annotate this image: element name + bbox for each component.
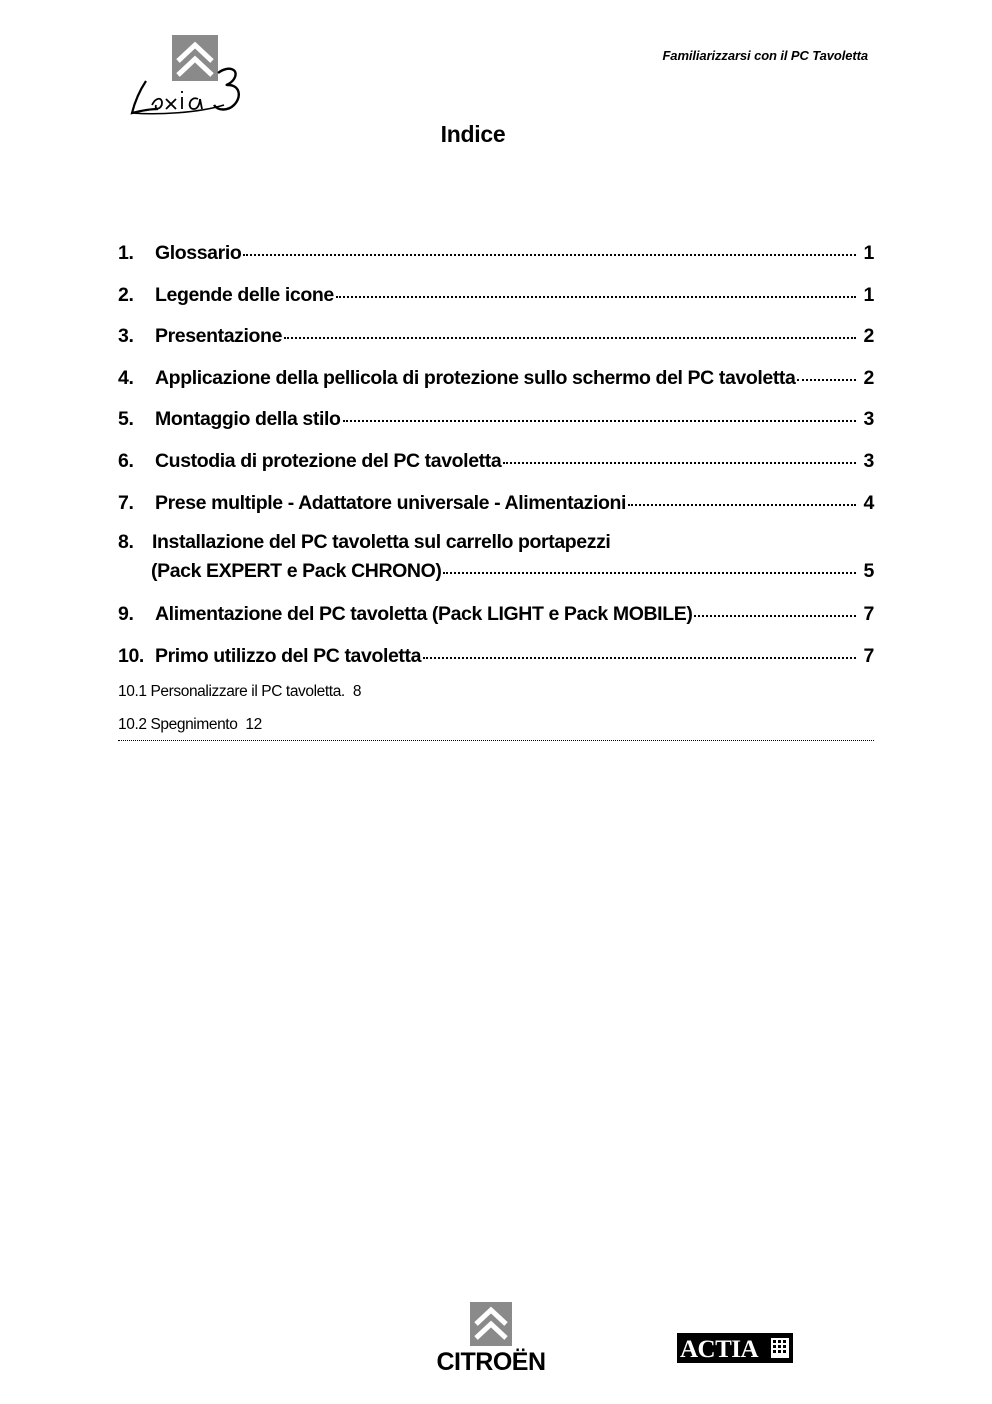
- lexia-logo: [128, 33, 248, 118]
- toc-entry-number: 5.: [118, 408, 134, 431]
- citroen-wordmark: CITROËN: [436, 1348, 546, 1376]
- toc-entry-multiline[interactable]: [118, 527, 874, 597]
- toc-entry-number: 10.: [118, 644, 144, 667]
- dot-leader: [503, 447, 855, 467]
- toc-entry-number: 4.: [118, 366, 134, 389]
- toc-entry-number: 2.: [118, 283, 134, 306]
- toc-entry-page: 4: [863, 491, 874, 514]
- lexia-logo-graphic: [128, 33, 248, 118]
- dot-leader: [628, 489, 855, 509]
- page-title: Indice: [440, 121, 506, 147]
- toc-entry-title: Legende delle icone: [155, 283, 334, 306]
- toc-entry[interactable]: [118, 278, 874, 320]
- toc-entry-title: Prese multiple - Adattatore universale - Alimentazioni: [155, 491, 627, 514]
- toc-subentry-page: 12: [245, 716, 262, 734]
- toc-entry[interactable]: [118, 639, 874, 681]
- chevron-icon: [470, 1302, 512, 1346]
- toc-entry-number: 1.: [118, 242, 134, 264]
- running-header-title: Familiarizzarsi con il PC Tavoletta: [662, 48, 868, 63]
- toc-entry[interactable]: [118, 402, 874, 444]
- toc-entry[interactable]: [118, 597, 874, 639]
- toc-entry-page: 1: [863, 283, 874, 306]
- toc-entry-page: 2: [863, 325, 874, 348]
- toc-entry-page: 7: [863, 603, 874, 626]
- citroen-logo: [428, 1302, 554, 1382]
- toc-entry-page: 1: [863, 242, 874, 264]
- toc-entry[interactable]: [118, 319, 874, 361]
- toc-entry[interactable]: [118, 486, 874, 528]
- toc-subentry-page: 8: [352, 683, 362, 701]
- toc-entry-title-line1: Installazione del PC tavoletta sul carrello portapezzi: [152, 531, 611, 554]
- toc-entry-page: 5: [863, 560, 874, 583]
- toc-entry-number: 9.: [118, 603, 134, 626]
- toc-entry-title: Presentazione: [155, 325, 283, 348]
- dot-leader: [797, 364, 855, 384]
- table-of-contents: [118, 236, 874, 746]
- toc-subentry-title: 10.2 Spegnimento: [118, 716, 238, 734]
- toc-entry-page: 3: [863, 408, 874, 431]
- dot-leader: [694, 600, 855, 620]
- toc-entry-page: 7: [863, 644, 874, 667]
- toc-entry-page: 3: [863, 449, 874, 472]
- toc-entry-title: Alimentazione del PC tavoletta (Pack LIGHT e Pack MOBILE): [155, 603, 693, 626]
- dot-leader: [443, 557, 855, 577]
- toc-entry-number: 6.: [118, 449, 134, 472]
- toc-entry[interactable]: [118, 236, 874, 278]
- toc-subentry[interactable]: [118, 713, 874, 746]
- toc-entry-title-line2: (Pack EXPERT e Pack CHRONO): [151, 560, 442, 583]
- dot-leader: [343, 405, 856, 425]
- toc-entry-number: 8.: [118, 531, 134, 554]
- toc-entry-page: 2: [863, 366, 874, 389]
- toc-entry-title: Montaggio della stilo: [155, 408, 341, 431]
- actia-logo: [677, 1333, 793, 1363]
- toc-entry-number: 3.: [118, 325, 134, 348]
- toc-subentry-title: 10.1 Personalizzare il PC tavoletta.: [118, 683, 345, 701]
- dot-leader: [284, 322, 856, 342]
- dot-leader: [423, 642, 855, 662]
- toc-entry-number: 7.: [118, 491, 134, 514]
- toc-entry-title: Glossario: [155, 242, 242, 264]
- toc-entry-title: Custodia di protezione del PC tavoletta: [155, 449, 502, 472]
- toc-entry-title: Primo utilizzo del PC tavoletta: [155, 644, 422, 667]
- actia-wordmark: ACTIA: [680, 1336, 759, 1363]
- toc-entry-title: Applicazione della pellicola di protezione sullo schermo del PC tavoletta: [155, 366, 796, 389]
- toc-subentry[interactable]: [118, 680, 874, 713]
- dot-leader: [243, 239, 855, 259]
- toc-entry[interactable]: [118, 444, 874, 486]
- toc-entry[interactable]: [118, 361, 874, 403]
- dot-leader: [336, 281, 856, 301]
